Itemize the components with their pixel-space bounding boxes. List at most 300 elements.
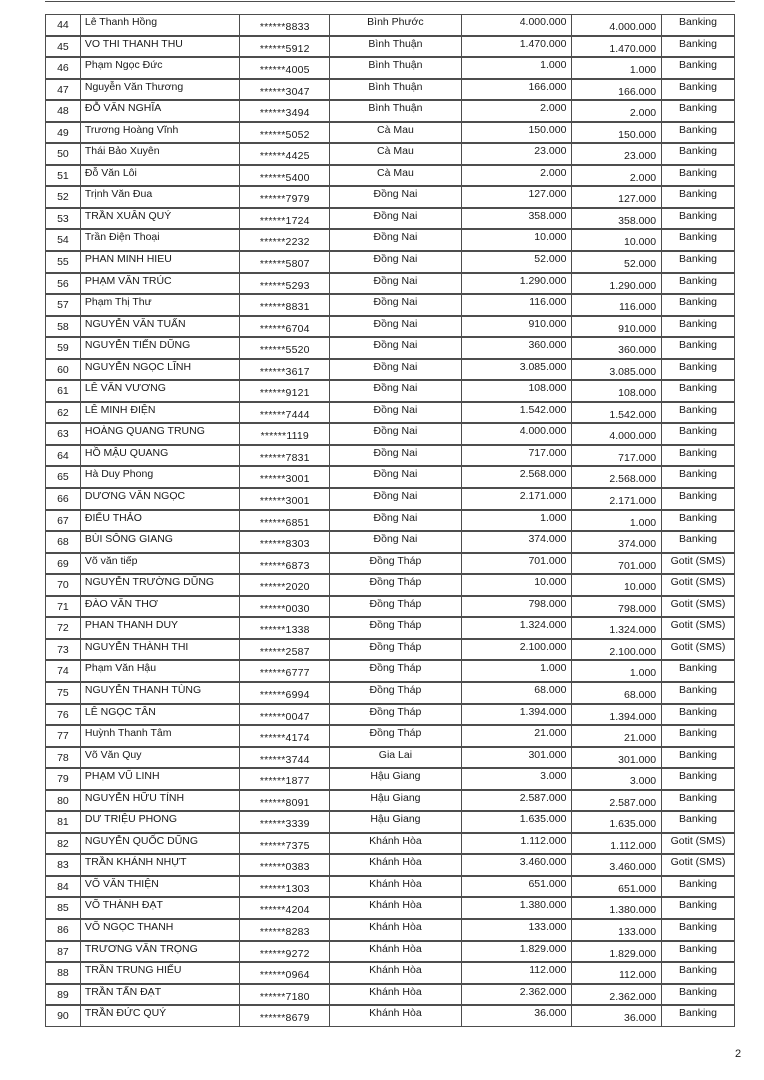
table-row [45, 897, 735, 919]
recipient-name-cell: TRẦN TRUNG HIẾU [81, 963, 241, 983]
amount-cell: 1.000 [462, 58, 573, 78]
table-row [45, 617, 735, 639]
masked-account-cell: ******3617 [240, 360, 330, 380]
amount-cell: 1.000 [462, 661, 573, 681]
payment-method-cell: Banking [679, 490, 717, 503]
row-number-cell: 73 [46, 640, 81, 660]
page-number: 2 [735, 1048, 742, 1060]
recipient-name-cell: NGUYỄN QUỐC DŨNG [81, 834, 241, 854]
amount-confirm-cell: 4.000.000 [572, 424, 662, 444]
masked-account-cell: ******6704 [240, 317, 330, 337]
row-number-cell: 53 [46, 209, 81, 229]
province-cell: Đồng Tháp [330, 554, 462, 574]
payment-method-cell: Banking [679, 80, 717, 93]
recipient-name-cell: NGUYỄN HỮU TÍNH [81, 791, 241, 811]
recipient-name-cell: TRẦN KHÁNH NHỰT [81, 855, 241, 875]
amount-cell: 701.000 [462, 554, 573, 574]
amount-cell: 2.000 [462, 166, 573, 186]
table-row [45, 854, 735, 876]
payment-method-cell: Banking [679, 683, 717, 696]
recipient-name-cell: Thái Bảo Xuyên [81, 144, 241, 164]
masked-account-cell: ******9272 [240, 942, 330, 962]
amount-confirm-cell: 1.290.000 [572, 274, 662, 294]
recipient-name-cell: ĐIỂU THẢO [81, 511, 241, 531]
province-cell: Cà Mau [330, 123, 462, 143]
amount-cell: 127.000 [462, 187, 573, 207]
province-cell: Bình Thuận [330, 101, 462, 121]
province-cell: Đồng Tháp [330, 661, 462, 681]
table-row [45, 876, 735, 898]
province-cell: Hậu Giang [330, 812, 462, 832]
row-number-cell: 87 [46, 942, 81, 962]
payment-method-cell: Banking [679, 727, 717, 740]
amount-cell: 10.000 [462, 230, 573, 250]
row-number-cell: 56 [46, 274, 81, 294]
amount-cell: 112.000 [462, 963, 573, 983]
payment-method-cell: Banking [679, 339, 717, 352]
amount-cell: 23.000 [462, 144, 573, 164]
province-cell: Đồng Tháp [330, 705, 462, 725]
amount-cell: 1.829.000 [462, 942, 573, 962]
row-number-cell: 84 [46, 877, 81, 897]
payment-method-cell: Banking [679, 899, 717, 912]
row-number-cell: 80 [46, 791, 81, 811]
table-row [45, 531, 735, 553]
province-cell: Đồng Nai [330, 424, 462, 444]
table-row [45, 962, 735, 984]
masked-account-cell: ******4204 [240, 898, 330, 918]
recipient-name-cell: HOÀNG QUANG TRUNG [81, 424, 241, 444]
payment-method-cell: Banking [679, 1007, 717, 1020]
masked-account-cell: ******9121 [240, 381, 330, 401]
amount-confirm-cell: 52.000 [572, 252, 662, 272]
province-cell: Khánh Hòa [330, 942, 462, 962]
amount-cell: 1.470.000 [462, 37, 573, 57]
amount-confirm-cell: 4.000.000 [572, 15, 662, 35]
table-row [45, 186, 735, 208]
payment-method-cell: Banking [679, 59, 717, 72]
amount-cell: 52.000 [462, 252, 573, 272]
row-number-cell: 50 [46, 144, 81, 164]
table-row [45, 1005, 735, 1027]
payment-method-cell: Gotit (SMS) [670, 597, 726, 610]
payment-method-cell: Banking [679, 403, 717, 416]
province-cell: Cà Mau [330, 166, 462, 186]
province-cell: Khánh Hòa [330, 920, 462, 940]
amount-confirm-cell: 133.000 [572, 920, 662, 940]
amount-confirm-cell: 1.542.000 [572, 403, 662, 423]
masked-account-cell: ******7979 [240, 187, 330, 207]
amount-confirm-cell: 3.460.000 [572, 855, 662, 875]
table-row [45, 208, 735, 230]
payment-method-cell: Banking [679, 274, 717, 287]
amount-cell: 68.000 [462, 683, 573, 703]
amount-confirm-cell: 150.000 [572, 123, 662, 143]
amount-confirm-cell: 36.000 [572, 1006, 662, 1026]
masked-account-cell: ******8679 [240, 1006, 330, 1026]
province-cell: Đồng Nai [330, 338, 462, 358]
recipient-name-cell: TRẦN XUÂN QUÝ [81, 209, 241, 229]
province-cell: Khánh Hòa [330, 1006, 462, 1026]
province-cell: Đồng Nai [330, 532, 462, 552]
masked-account-cell: ******3001 [240, 489, 330, 509]
payment-method-cell: Banking [679, 813, 717, 826]
payment-method-cell: Banking [679, 16, 717, 28]
recipient-name-cell: Phạm Thị Thư [81, 295, 241, 315]
amount-confirm-cell: 1.394.000 [572, 705, 662, 725]
province-cell: Khánh Hòa [330, 855, 462, 875]
amount-cell: 651.000 [462, 877, 573, 897]
masked-account-cell: ******4174 [240, 726, 330, 746]
amount-cell: 36.000 [462, 1006, 573, 1026]
masked-account-cell: ******3339 [240, 812, 330, 832]
recipient-name-cell: VÕ NGỌC THANH [81, 920, 241, 940]
amount-cell: 4.000.000 [462, 15, 573, 35]
province-cell: Đồng Nai [330, 317, 462, 337]
province-cell: Khánh Hòa [330, 877, 462, 897]
row-number-cell: 63 [46, 424, 81, 444]
table-row [45, 14, 735, 36]
recipient-name-cell: Trần Điện Thoại [81, 230, 241, 250]
province-cell: Cà Mau [330, 144, 462, 164]
amount-cell: 1.324.000 [462, 618, 573, 638]
province-cell: Đồng Tháp [330, 640, 462, 660]
masked-account-cell: ******5293 [240, 274, 330, 294]
table-row [45, 359, 735, 381]
province-cell: Đồng Tháp [330, 597, 462, 617]
province-cell: Đồng Nai [330, 274, 462, 294]
table-row [45, 165, 735, 187]
recipient-name-cell: Huỳnh Thanh Tâm [81, 726, 241, 746]
province-cell: Đồng Nai [330, 230, 462, 250]
amount-confirm-cell: 166.000 [572, 80, 662, 100]
recipient-name-cell: DƯƠNG VĂN NGỌC [81, 489, 241, 509]
payment-method-cell: Banking [679, 533, 717, 546]
amount-confirm-cell: 127.000 [572, 187, 662, 207]
amount-cell: 1.000 [462, 511, 573, 531]
amount-confirm-cell: 2.171.000 [572, 489, 662, 509]
row-number-cell: 89 [46, 985, 81, 1005]
province-cell: Bình Thuận [330, 37, 462, 57]
row-number-cell: 82 [46, 834, 81, 854]
row-number-cell: 57 [46, 295, 81, 315]
recipient-name-cell: TRẦN ĐỨC QUÝ [81, 1006, 241, 1026]
row-number-cell: 44 [46, 15, 81, 35]
row-number-cell: 70 [46, 575, 81, 595]
payment-method-cell: Banking [679, 705, 717, 718]
amount-confirm-cell: 10.000 [572, 230, 662, 250]
recipient-name-cell: HỒ MẬU QUANG [81, 446, 241, 466]
transactions-table [45, 14, 735, 1027]
province-cell: Khánh Hòa [330, 834, 462, 854]
table-row [45, 704, 735, 726]
province-cell: Khánh Hòa [330, 963, 462, 983]
province-cell: Khánh Hòa [330, 985, 462, 1005]
recipient-name-cell: ĐÀO VĂN THƠ [81, 597, 241, 617]
amount-confirm-cell: 68.000 [572, 683, 662, 703]
payment-method-cell: Banking [679, 446, 717, 459]
recipient-name-cell: BÙI SÔNG GIANG [81, 532, 241, 552]
amount-confirm-cell: 301.000 [572, 748, 662, 768]
amount-cell: 133.000 [462, 920, 573, 940]
table-row [45, 553, 735, 575]
row-number-cell: 88 [46, 963, 81, 983]
province-cell: Đồng Nai [330, 381, 462, 401]
amount-cell: 1.394.000 [462, 705, 573, 725]
table-row [45, 445, 735, 467]
recipient-name-cell: NGUYỄN NGỌC LĨNH [81, 360, 241, 380]
payment-method-cell: Banking [679, 791, 717, 804]
recipient-name-cell: NGUYỄN THÀNH THI [81, 640, 241, 660]
payment-method-cell: Banking [679, 360, 717, 373]
province-cell: Khánh Hòa [330, 898, 462, 918]
recipient-name-cell: Trịnh Văn Đua [81, 187, 241, 207]
amount-cell: 1.542.000 [462, 403, 573, 423]
recipient-name-cell: Phạm Văn Hậu [81, 661, 241, 681]
amount-cell: 108.000 [462, 381, 573, 401]
table-row [45, 833, 735, 855]
amount-confirm-cell: 1.112.000 [572, 834, 662, 854]
row-number-cell: 75 [46, 683, 81, 703]
amount-confirm-cell: 108.000 [572, 381, 662, 401]
recipient-name-cell: VO THI THANH THU [81, 37, 241, 57]
amount-confirm-cell: 116.000 [572, 295, 662, 315]
amount-cell: 1.112.000 [462, 834, 573, 854]
amount-confirm-cell: 1.000 [572, 58, 662, 78]
payment-method-cell: Banking [679, 985, 717, 998]
row-number-cell: 86 [46, 920, 81, 940]
amount-confirm-cell: 21.000 [572, 726, 662, 746]
province-cell: Đồng Tháp [330, 726, 462, 746]
masked-account-cell: ******8831 [240, 295, 330, 315]
recipient-name-cell: ĐỖ VĂN NGHĨA [81, 101, 241, 121]
province-cell: Đồng Nai [330, 209, 462, 229]
recipient-name-cell: Võ văn tiếp [81, 554, 241, 574]
masked-account-cell: ******8833 [240, 15, 330, 35]
amount-cell: 3.000 [462, 769, 573, 789]
row-number-cell: 65 [46, 467, 81, 487]
amount-confirm-cell: 1.829.000 [572, 942, 662, 962]
table-row [45, 100, 735, 122]
province-cell: Đồng Tháp [330, 683, 462, 703]
payment-method-cell: Banking [679, 145, 717, 158]
province-cell: Đồng Nai [330, 187, 462, 207]
row-number-cell: 48 [46, 101, 81, 121]
amount-cell: 360.000 [462, 338, 573, 358]
masked-account-cell: ******3001 [240, 467, 330, 487]
recipient-name-cell: NGUYỄN VĂN TUẤN [81, 317, 241, 337]
amount-cell: 10.000 [462, 575, 573, 595]
payment-method-cell: Banking [679, 662, 717, 675]
province-cell: Gia Lai [330, 748, 462, 768]
recipient-name-cell: VÕ VĂN THIỆN [81, 877, 241, 897]
payment-method-cell: Banking [679, 770, 717, 783]
row-number-cell: 78 [46, 748, 81, 768]
payment-method-cell: Banking [679, 296, 717, 309]
recipient-name-cell: PHẠM VĂN TRÚC [81, 274, 241, 294]
amount-cell: 301.000 [462, 748, 573, 768]
province-cell: Đồng Nai [330, 252, 462, 272]
row-number-cell: 71 [46, 597, 81, 617]
amount-confirm-cell: 717.000 [572, 446, 662, 466]
table-row [45, 984, 735, 1006]
masked-account-cell: ******3494 [240, 101, 330, 121]
province-cell: Đồng Nai [330, 489, 462, 509]
masked-account-cell: ******8283 [240, 920, 330, 940]
table-row [45, 466, 735, 488]
amount-cell: 21.000 [462, 726, 573, 746]
masked-account-cell: ******1877 [240, 769, 330, 789]
payment-method-cell: Banking [679, 748, 717, 761]
recipient-name-cell: NGUYỄN TRƯỜNG DŨNG [81, 575, 241, 595]
masked-account-cell: ******6994 [240, 683, 330, 703]
payment-method-cell: Banking [679, 920, 717, 933]
row-number-cell: 90 [46, 1006, 81, 1026]
table-row [45, 941, 735, 963]
masked-account-cell: ******6851 [240, 511, 330, 531]
recipient-name-cell: Đỗ Văn Lôi [81, 166, 241, 186]
row-number-cell: 74 [46, 661, 81, 681]
amount-confirm-cell: 2.568.000 [572, 467, 662, 487]
amount-cell: 166.000 [462, 80, 573, 100]
recipient-name-cell: LÊ MINH ĐIỆN [81, 403, 241, 423]
province-cell: Đồng Tháp [330, 618, 462, 638]
row-number-cell: 79 [46, 769, 81, 789]
amount-cell: 2.100.000 [462, 640, 573, 660]
province-cell: Hậu Giang [330, 791, 462, 811]
amount-confirm-cell: 1.470.000 [572, 37, 662, 57]
masked-account-cell: ******6873 [240, 554, 330, 574]
amount-confirm-cell: 2.587.000 [572, 791, 662, 811]
table-row [45, 790, 735, 812]
table-row [45, 79, 735, 101]
masked-account-cell: ******3744 [240, 748, 330, 768]
masked-account-cell: ******8091 [240, 791, 330, 811]
province-cell: Đồng Nai [330, 403, 462, 423]
recipient-name-cell: Hà Duy Phong [81, 467, 241, 487]
row-number-cell: 49 [46, 123, 81, 143]
amount-cell: 910.000 [462, 317, 573, 337]
payment-method-cell: Banking [679, 425, 717, 438]
payment-method-cell: Banking [679, 317, 717, 330]
masked-account-cell: ******0030 [240, 597, 330, 617]
amount-confirm-cell: 910.000 [572, 317, 662, 337]
recipient-name-cell: Trương Hoàng Vĩnh [81, 123, 241, 143]
recipient-name-cell: VÕ THÀNH ĐẠT [81, 898, 241, 918]
table-row [45, 423, 735, 445]
recipient-name-cell: TRẦN TẤN ĐẠT [81, 985, 241, 1005]
payment-method-cell: Banking [679, 231, 717, 244]
row-number-cell: 72 [46, 618, 81, 638]
payment-method-cell: Gotit (SMS) [670, 834, 726, 847]
masked-account-cell: ******0047 [240, 705, 330, 725]
row-number-cell: 58 [46, 317, 81, 337]
recipient-name-cell: Võ Văn Quy [81, 748, 241, 768]
recipient-name-cell: TRƯƠNG VĂN TRỌNG [81, 942, 241, 962]
payment-method-cell: Banking [679, 209, 717, 222]
amount-cell: 1.380.000 [462, 898, 573, 918]
amount-confirm-cell: 2.362.000 [572, 985, 662, 1005]
payment-method-cell: Banking [679, 382, 717, 395]
masked-account-cell: ******5052 [240, 123, 330, 143]
recipient-name-cell: PHAN MINH HIEU [81, 252, 241, 272]
table-row [45, 380, 735, 402]
masked-account-cell: ******0383 [240, 855, 330, 875]
row-number-cell: 55 [46, 252, 81, 272]
masked-account-cell: ******2587 [240, 640, 330, 660]
masked-account-cell: ******7180 [240, 985, 330, 1005]
amount-cell: 2.000 [462, 101, 573, 121]
recipient-name-cell: Phạm Ngọc Đức [81, 58, 241, 78]
payment-method-cell: Gotit (SMS) [670, 856, 726, 869]
table-row [45, 811, 735, 833]
masked-account-cell: ******5807 [240, 252, 330, 272]
amount-confirm-cell: 1.380.000 [572, 898, 662, 918]
table-row [45, 122, 735, 144]
recipient-name-cell: PHẠM VŨ LINH [81, 769, 241, 789]
row-number-cell: 46 [46, 58, 81, 78]
amount-cell: 4.000.000 [462, 424, 573, 444]
amount-confirm-cell: 10.000 [572, 575, 662, 595]
row-number-cell: 51 [46, 166, 81, 186]
row-number-cell: 81 [46, 812, 81, 832]
row-number-cell: 52 [46, 187, 81, 207]
amount-cell: 150.000 [462, 123, 573, 143]
table-row [45, 337, 735, 359]
amount-confirm-cell: 1.324.000 [572, 618, 662, 638]
amount-confirm-cell: 651.000 [572, 877, 662, 897]
masked-account-cell: ******0964 [240, 963, 330, 983]
amount-confirm-cell: 2.000 [572, 101, 662, 121]
row-number-cell: 54 [46, 230, 81, 250]
table-row [45, 682, 735, 704]
masked-account-cell: ******1303 [240, 877, 330, 897]
masked-account-cell: ******7375 [240, 834, 330, 854]
amount-cell: 3.460.000 [462, 855, 573, 875]
table-row [45, 639, 735, 661]
masked-account-cell: ******6777 [240, 661, 330, 681]
row-number-cell: 76 [46, 705, 81, 725]
masked-account-cell: ******2232 [240, 230, 330, 250]
amount-cell: 798.000 [462, 597, 573, 617]
masked-account-cell: ******5400 [240, 166, 330, 186]
table-row [45, 57, 735, 79]
row-number-cell: 67 [46, 511, 81, 531]
province-cell: Bình Thuận [330, 58, 462, 78]
amount-confirm-cell: 3.085.000 [572, 360, 662, 380]
recipient-name-cell: Lê Thanh Hồng [81, 15, 241, 35]
amount-cell: 1.635.000 [462, 812, 573, 832]
row-number-cell: 64 [46, 446, 81, 466]
province-cell: Đồng Nai [330, 511, 462, 531]
amount-confirm-cell: 2.000 [572, 166, 662, 186]
amount-cell: 2.587.000 [462, 791, 573, 811]
amount-confirm-cell: 23.000 [572, 144, 662, 164]
row-number-cell: 85 [46, 898, 81, 918]
table-row [45, 596, 735, 618]
row-number-cell: 59 [46, 338, 81, 358]
masked-account-cell: ******5912 [240, 37, 330, 57]
table-row [45, 725, 735, 747]
masked-account-cell: ******3047 [240, 80, 330, 100]
payment-method-cell: Banking [679, 964, 717, 977]
masked-account-cell: ******1338 [240, 618, 330, 638]
table-row [45, 273, 735, 295]
payment-method-cell: Banking [679, 37, 717, 50]
table-row [45, 143, 735, 165]
masked-account-cell: ******4425 [240, 144, 330, 164]
payment-method-cell: Banking [679, 253, 717, 266]
